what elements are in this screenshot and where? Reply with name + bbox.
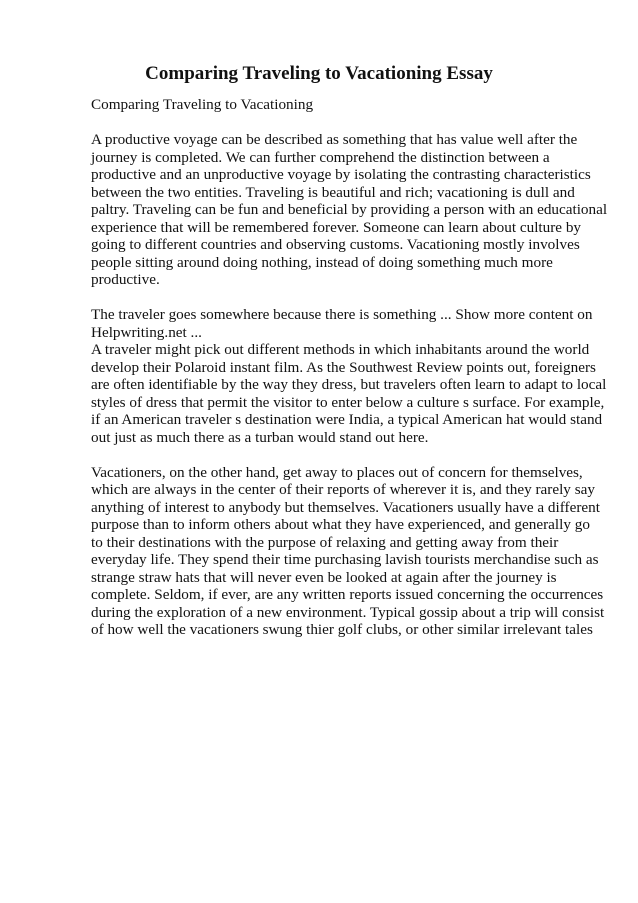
text-line: people sitting around doing nothing, instead of doing something much more — [91, 253, 553, 271]
paragraph-spacer — [91, 114, 611, 132]
text-line: develop their Polaroid instant film. As the Southwest Review points out, foreigners — [91, 358, 596, 376]
text-line: A productive voyage can be described as something that has value well after the — [91, 131, 578, 148]
text-line: productive and an unproductive voyage by isolating the contrasting characteristics — [91, 166, 591, 183]
text-line: productive. — [91, 271, 160, 288]
text-line: out just as much there as a turban would stand out here. — [91, 428, 429, 446]
text-line: between the two entities. Traveling is beautiful and rich; vacationing is dull and — [91, 183, 575, 201]
text-line: purpose than to inform others about what they have experienced, and generally go — [91, 516, 590, 533]
text-line: which are always in the center of their reports of wherever it is, and they rarely say — [91, 481, 595, 498]
document-subtitle: Comparing Traveling to Vacationing — [91, 96, 314, 113]
paragraph-spacer — [91, 289, 611, 307]
text-line: during the exploration of a new environment. Typical gossip about a trip will consist — [91, 603, 605, 621]
text-line: everyday life. They spend their time purchasing lavish tourists merchandise such as — [91, 551, 599, 568]
text-line: are often identifiable by the way they dress, but travelers often learn to adapt to local — [91, 376, 607, 393]
paragraph-1 — [91, 131, 611, 289]
paragraph-2 — [91, 306, 611, 446]
document-title: Comparing Traveling to Vacationing Essay — [145, 63, 493, 84]
text-line: experience that will be remembered forever. Someone can learn about culture by — [91, 218, 582, 236]
text-line: Vacationers, on the other hand, get away to places out of concern for themselves, — [91, 463, 583, 481]
text-line: complete. Seldom, if ever, are any written reports issued concerning the occurrences — [91, 586, 604, 603]
text-line: of how well the vacationers swung thier golf clubs, or other similar irrelevant tales — [91, 621, 593, 638]
text-line: A traveler might pick out different methods in which inhabitants around the world — [91, 341, 590, 358]
text-line: paltry. Traveling can be fun and beneficial by providing a person with an educational — [91, 201, 608, 218]
paragraph-3 — [91, 464, 611, 639]
text-line: to their destinations with the purpose of relaxing and getting away from their — [91, 533, 559, 551]
text-line: Helpwriting.net ... — [91, 323, 202, 341]
text-line: going to different countries and observing customs. Vacationing mostly involves — [91, 236, 580, 253]
text-line: if an American traveler s destination were India, a typical American hat would stand — [91, 411, 603, 428]
text-line: styles of dress that permit the visitor to enter below a culture s surface. For example, — [91, 393, 605, 411]
text-line: The traveler goes somewhere because there is something ... Show more content on — [91, 306, 593, 323]
text-line: anything of interest to anybody but themselves. Vacationers usually have a different — [91, 498, 600, 516]
text-line: journey is completed. We can further comprehend the distinction between a — [91, 148, 550, 166]
document-body — [91, 96, 611, 639]
paragraph-spacer — [91, 446, 611, 464]
text-line: strange straw hats that will never even be looked at again after the journey is — [91, 568, 557, 586]
